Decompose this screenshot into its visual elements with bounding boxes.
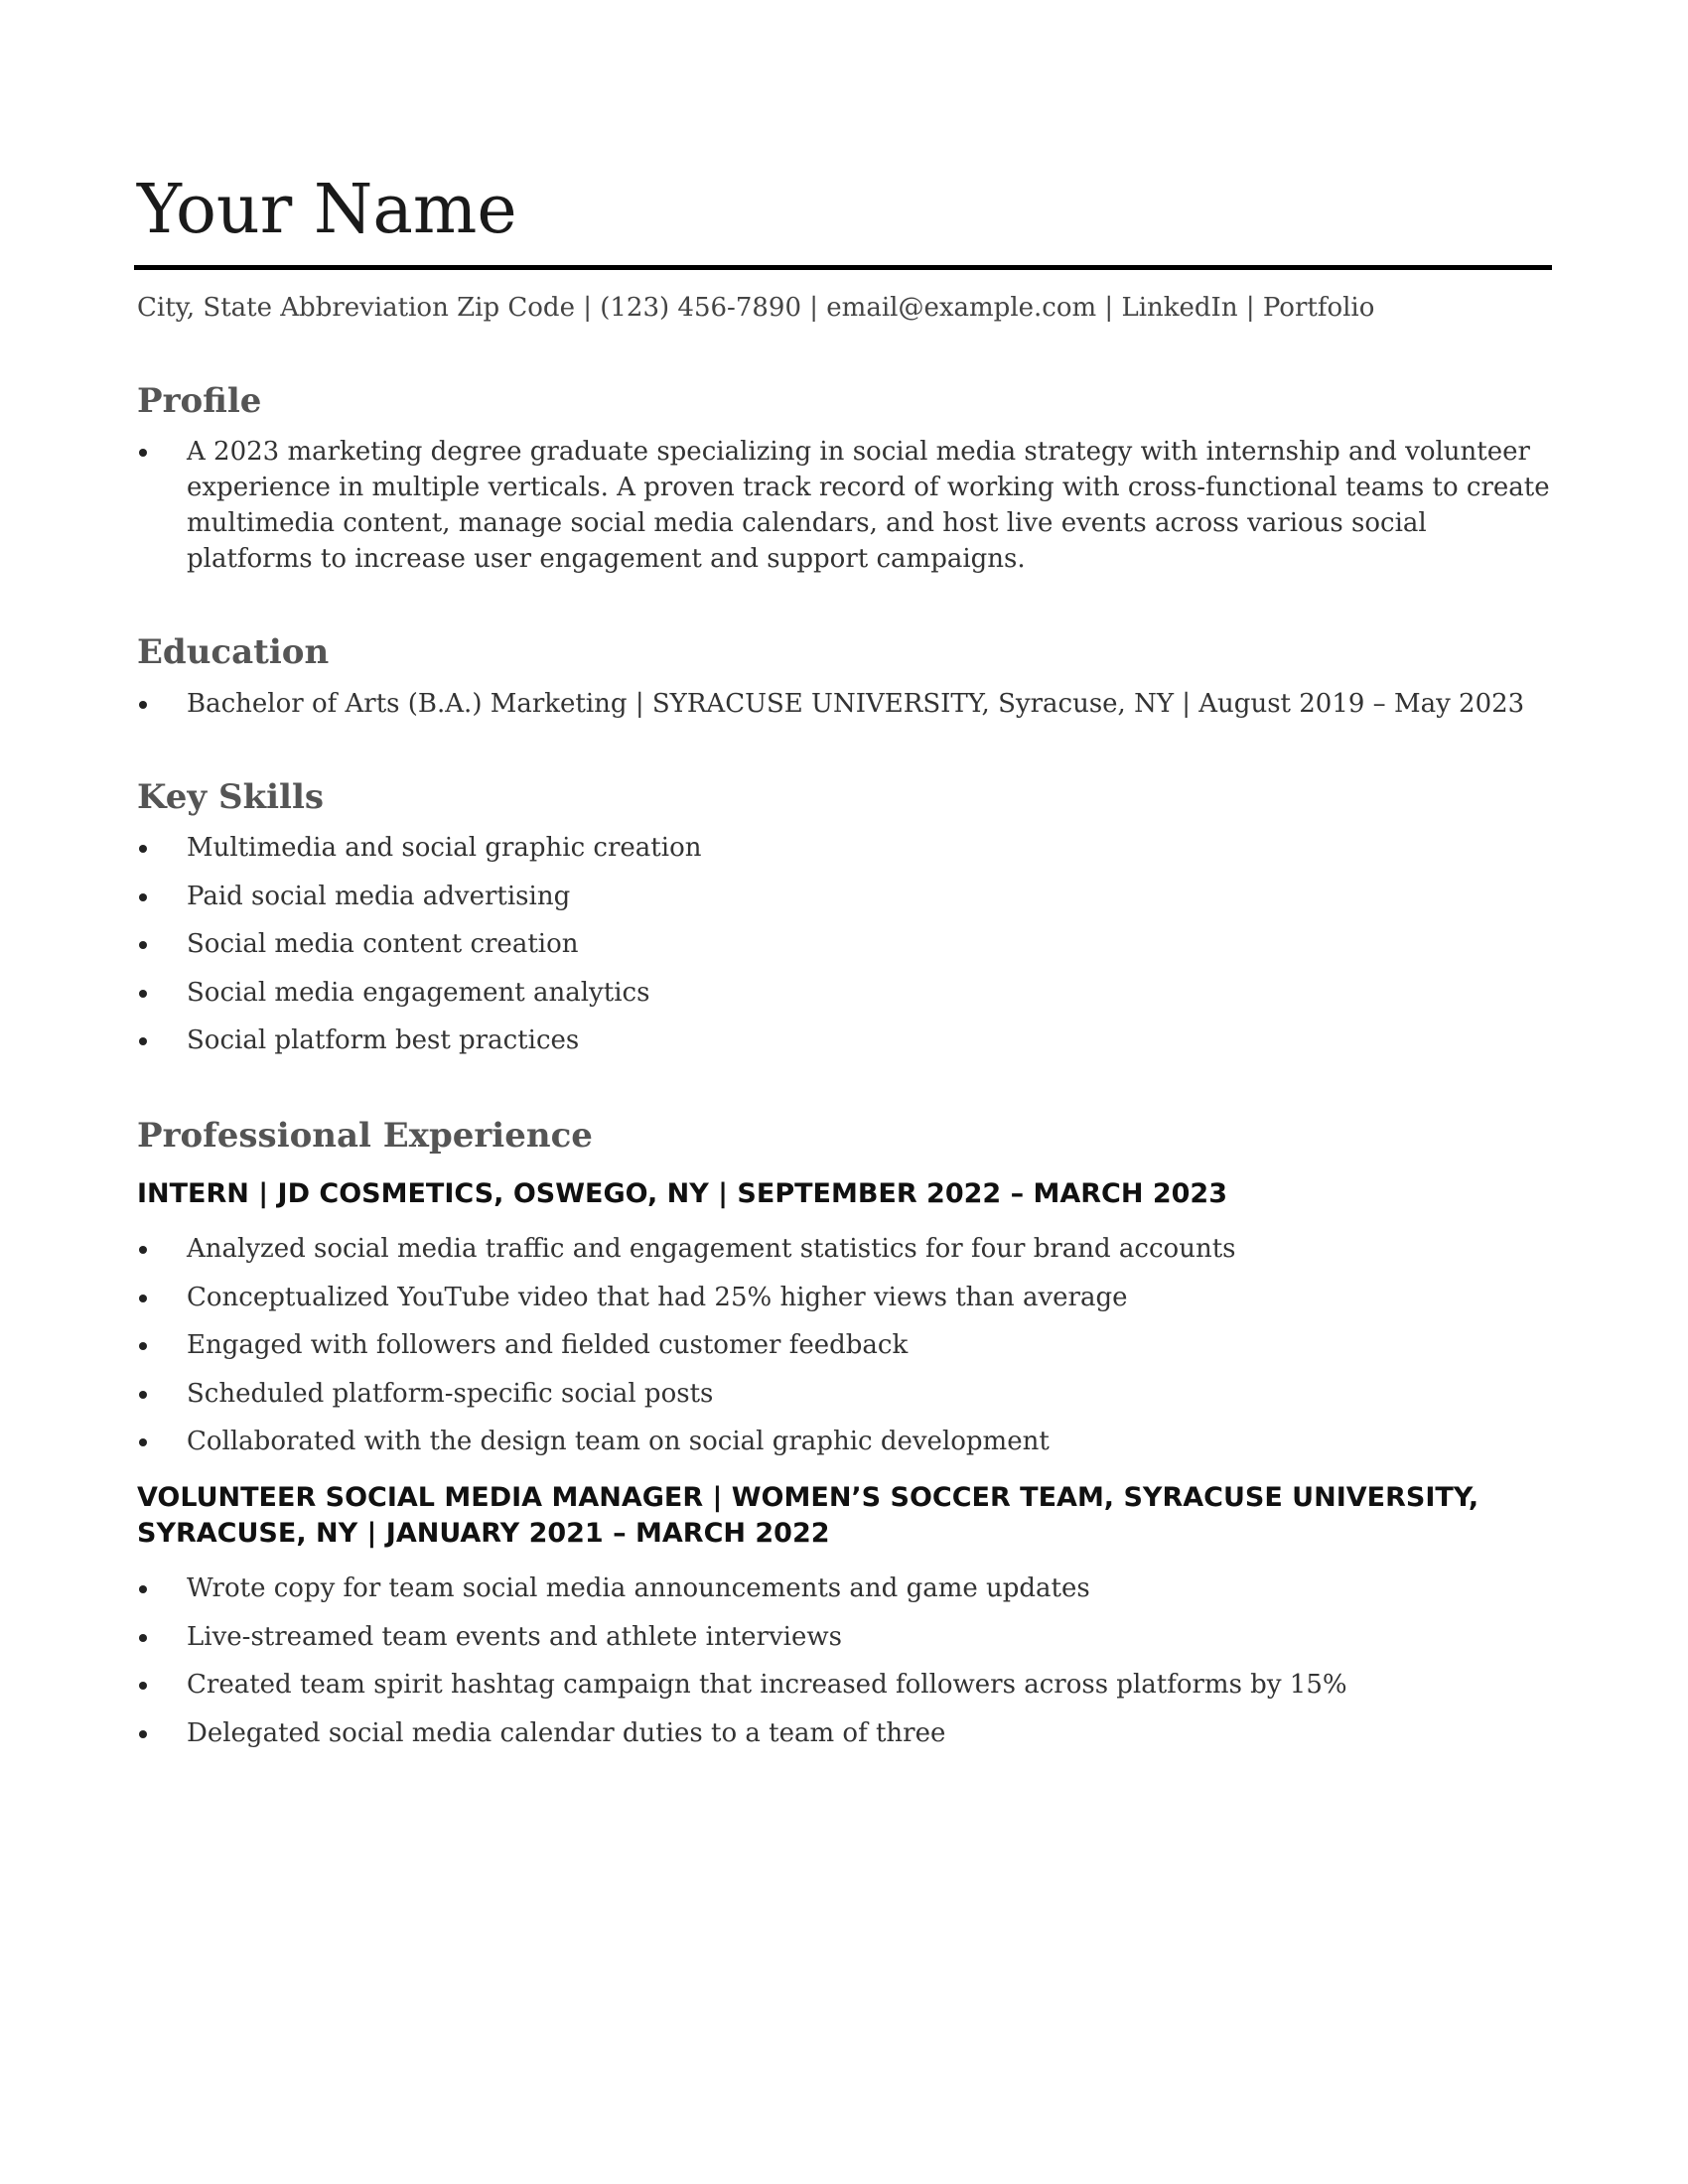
skill-item: Social platform best practices xyxy=(187,1025,580,1055)
duty-item: Wrote copy for team social media announcements and game updates xyxy=(187,1573,1090,1603)
education-list xyxy=(137,686,1551,722)
profile-list xyxy=(137,434,1551,577)
bullet-icon xyxy=(139,941,147,949)
skill-item: Paid social media advertising xyxy=(187,881,571,911)
header-divider xyxy=(134,265,1552,270)
duty-item: Live-streamed team events and athlete interviews xyxy=(187,1621,842,1652)
list-item xyxy=(137,686,1551,722)
job-duties-list xyxy=(137,1231,1551,1472)
list-item xyxy=(137,1280,1551,1328)
bullet-icon xyxy=(139,1295,147,1302)
duty-item: Engaged with followers and fielded customer feedback xyxy=(187,1330,909,1360)
job-duties-list xyxy=(137,1570,1551,1763)
candidate-name: Your Name xyxy=(137,171,517,249)
duty-item: Collaborated with the design team on social graphic development xyxy=(187,1427,1050,1456)
skill-item: Social media content creation xyxy=(187,929,579,959)
bullet-icon xyxy=(139,1342,147,1350)
job-heading: VOLUNTEER SOCIAL MEDIA MANAGER | WOMEN’S SOCCER TEAM, SYRACUSE UNIVERSITY, SYRACUSE, NY | JANUARY 2021 – MARCH 2022 xyxy=(137,1482,1479,1549)
bullet-icon xyxy=(139,1634,147,1642)
list-item xyxy=(137,926,1551,975)
duty-item: Created team spirit hashtag campaign that increased followers across platforms by 15% xyxy=(187,1670,1347,1700)
list-item xyxy=(137,1327,1551,1376)
bullet-icon xyxy=(139,1246,147,1254)
skills-list xyxy=(137,830,1551,1071)
list-item xyxy=(137,879,1551,927)
job-heading: INTERN | JD COSMETICS, OSWEGO, NY | SEPTEMBER 2022 – MARCH 2023 xyxy=(137,1178,1228,1209)
list-item xyxy=(137,1570,1551,1619)
bullet-icon xyxy=(139,1037,147,1045)
section-title-profile: Profile xyxy=(137,381,262,421)
bullet-icon xyxy=(139,1730,147,1738)
list-item xyxy=(137,1715,1551,1764)
bullet-icon xyxy=(139,1438,147,1446)
duty-item: Conceptualized YouTube video that had 25% higher views than average xyxy=(187,1282,1128,1312)
bullet-icon xyxy=(139,449,147,457)
section-title-skills: Key Skills xyxy=(137,777,325,817)
bullet-icon xyxy=(139,845,147,853)
skill-item: Multimedia and social graphic creation xyxy=(187,833,702,863)
bullet-icon xyxy=(139,701,147,709)
list-item xyxy=(137,1023,1551,1071)
list-item xyxy=(137,1424,1551,1472)
bullet-icon xyxy=(139,990,147,998)
bullet-icon xyxy=(139,893,147,901)
list-item xyxy=(137,1376,1551,1425)
duty-item: Scheduled platform-specific social posts xyxy=(187,1378,714,1409)
list-item xyxy=(137,1667,1551,1715)
list-item xyxy=(137,830,1551,879)
list-item xyxy=(137,1619,1551,1668)
section-title-experience: Professional Experience xyxy=(137,1116,593,1156)
duty-item: Delegated social media calendar duties to a team of three xyxy=(187,1717,946,1748)
list-item xyxy=(137,1231,1551,1280)
list-item xyxy=(137,975,1551,1024)
profile-summary: A 2023 marketing degree graduate specializing in social media strategy with internship and volunteer experience in multiple verticals. A proven track record of working with cross-functional teams to create multimedia content, manage social media calendars, and host live events across various social platforms to increase user engagement and support campaigns. xyxy=(187,437,1550,574)
bullet-icon xyxy=(139,1391,147,1399)
duty-item: Analyzed social media traffic and engagement statistics for four brand accounts xyxy=(187,1234,1236,1264)
bullet-icon xyxy=(139,1682,147,1690)
education-entry: Bachelor of Arts (B.A.) Marketing | SYRACUSE UNIVERSITY, Syracuse, NY | August 2019 – May 2023 xyxy=(187,689,1525,719)
contact-line: City, State Abbreviation Zip Code | (123) 456-7890 | email@example.com | LinkedIn | Portfolio xyxy=(137,293,1375,323)
skill-item: Social media engagement analytics xyxy=(187,977,650,1008)
bullet-icon xyxy=(139,1585,147,1593)
section-title-education: Education xyxy=(137,632,330,672)
list-item xyxy=(137,434,1551,577)
